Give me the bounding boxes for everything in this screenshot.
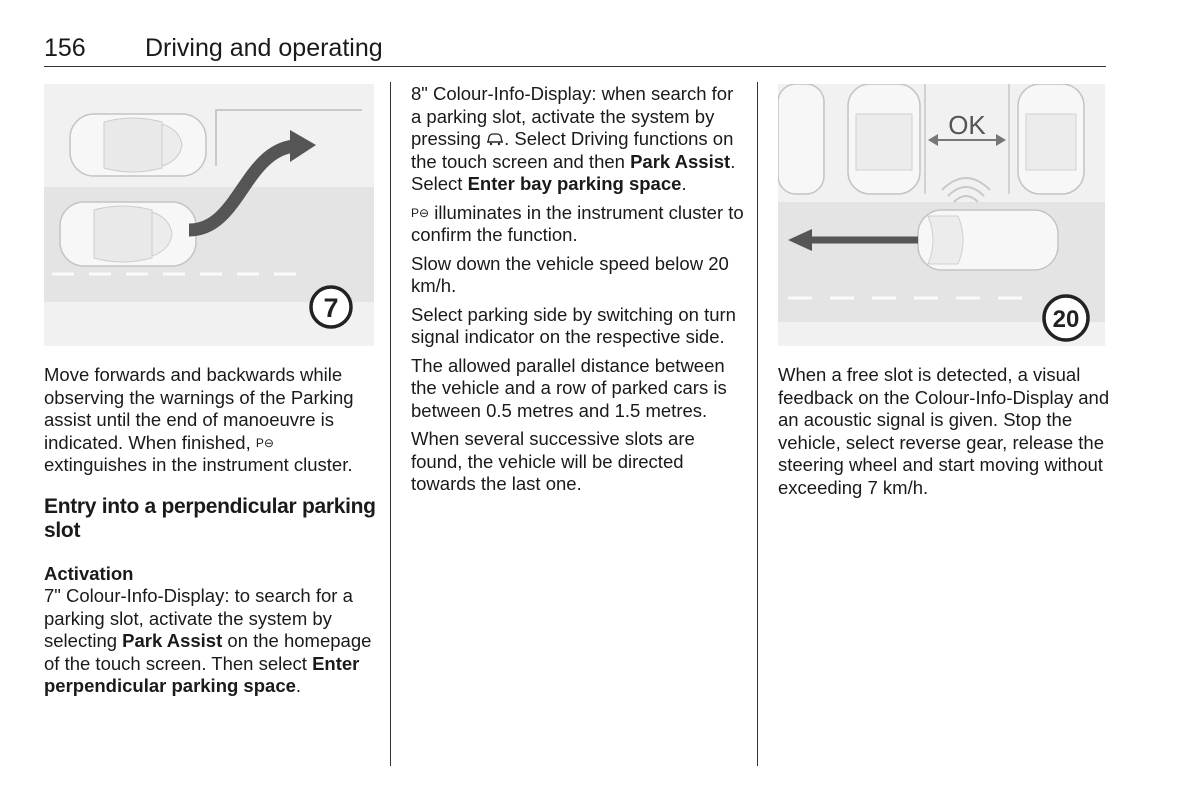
parked-car-icon	[1018, 84, 1084, 194]
paragraph-text: illuminates in the instrument cluster to confirm the function.	[411, 201, 744, 245]
parked-car-icon	[778, 84, 824, 194]
figure-number: 7	[323, 293, 339, 323]
paragraph: The allowed parallel distance between the vehicle and a row of parked cars is between 0.5 metres and 1.5 metres.	[411, 354, 727, 421]
paragraph-text: .	[681, 173, 687, 194]
paragraph-text: . Select	[411, 150, 736, 194]
car-settings-icon	[486, 132, 504, 146]
park-assist-symbol: P⊖	[411, 205, 430, 220]
paragraph	[44, 364, 379, 477]
park-assist-symbol: P⊖	[255, 435, 274, 450]
parked-car-icon	[70, 114, 206, 176]
page-number: 156	[44, 34, 86, 62]
column-2	[411, 83, 746, 502]
parking-figure-7	[44, 84, 374, 346]
paragraph: Select parking side by switching on turn signal indicator on the respective side.	[411, 303, 736, 347]
parking-figure-20	[778, 84, 1105, 346]
paragraph-text: .	[295, 675, 302, 696]
column-divider	[757, 82, 758, 766]
column-1	[44, 364, 379, 704]
paragraph: Slow down the vehicle speed below 20 km/h.	[411, 252, 729, 296]
paragraph-text: 8" Colour-Info-Display: when search for a parking slot, activate the system by pressing	[411, 83, 734, 149]
paragraph	[411, 202, 746, 247]
paragraph	[44, 585, 379, 698]
menu-term: Enter perpendicular parking space	[44, 652, 360, 696]
paragraph-text: on the homepage of the touch screen. Then select	[44, 630, 372, 674]
paragraph	[411, 83, 746, 196]
subheading: Entry into a perpendicular parking slot	[44, 494, 376, 542]
vehicle-icon	[918, 210, 1058, 270]
figure-number: 20	[1052, 306, 1080, 333]
ok-label: OK	[948, 110, 986, 140]
section-title: Driving and operating	[145, 34, 383, 62]
paragraph: When several successive slots are found, the vehicle will be directed towards the last one.	[411, 428, 695, 494]
menu-term: Park Assist	[630, 150, 731, 172]
menu-term: Park Assist	[122, 630, 223, 651]
paragraph-text: . Select Driving functions on the touch screen and then	[411, 128, 734, 172]
page-header	[44, 30, 1106, 67]
paragraph-text: extinguishes in the instrument cluster.	[44, 454, 353, 475]
parked-car-icon	[848, 84, 920, 194]
menu-term: Enter bay parking space	[467, 173, 682, 194]
paragraph-text: 7" Colour-Info-Display: to search for a parking slot, activate the system by selecting	[44, 585, 353, 651]
paragraph-text: Move forwards and backwards while observing the warnings of the Parking assist until the end of manoeuvre is indicated. When finished,	[44, 364, 354, 453]
vehicle-icon	[60, 202, 196, 266]
column-divider	[390, 82, 391, 766]
paragraph: When a free slot is detected, a visual feedback on the Colour-Info-Display and an acoustic signal is given. Stop the vehicle, select reverse gear, release the steering wheel and start moving without exceeding 7 km/h.	[778, 364, 1110, 498]
column-3	[778, 364, 1110, 505]
activation-heading: Activation	[44, 562, 134, 584]
